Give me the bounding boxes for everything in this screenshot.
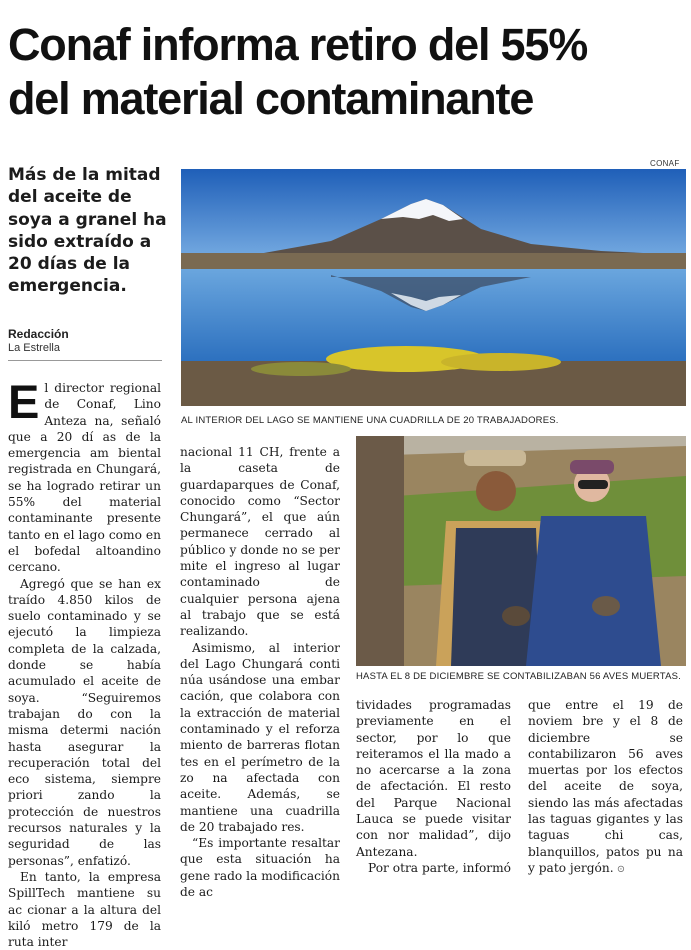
headline-line-1: Conaf informa retiro del 55%: [8, 19, 588, 70]
photo-credit: CONAF: [650, 159, 680, 168]
byline-author: Redacción: [8, 327, 69, 341]
byline-divider: [8, 360, 162, 361]
drop-cap: E: [8, 375, 40, 428]
column-2-paragraph-1: nacional 11 CH, frente a la caseta de guardaparques de Conaf, conocido como “Sector Chungará”, el que aún permanece cerrado al público y donde no se per mite el ingreso al lugar contaminado de cualquier persona ajena al trabajo que se está realizando.: [180, 445, 340, 639]
column-2-paragraph-3: “Es importante resaltar que esta situación ha gene rado la modificación de ac: [180, 836, 340, 900]
column-3-paragraph-2: Por otra parte, informó: [368, 860, 512, 875]
people-photo-caption: HASTA EL 8 DE DICIEMBRE SE CONTABILIZABAN 56 AVES MUERTAS.: [356, 671, 682, 682]
headline: [8, 18, 688, 126]
column-4-paragraph-1: que entre el 19 de noviem bre y el 8 de diciembre se contabilizaron 56 aves muertas por los efectos del aceite de soya, siendo las más afectadas las taguas gigantes y las taguas chi cas, blanquillos, patos pu na y pato jergón.: [528, 698, 683, 875]
column-1-paragraph-3: En tanto, la empresa SpillTech mantiene su ac cionar a la altura del kiló metro 179 de la ruta inter: [8, 869, 161, 950]
lake-volcano-photo: [181, 169, 686, 406]
workers-with-birds-photo: [356, 436, 686, 666]
article-column-3: [356, 697, 511, 876]
article-column-2: [180, 444, 340, 900]
deck-subheadline: Más de la mitad del aceite de soya a granel ha sido extraído a 20 días de la emergencia.: [8, 165, 167, 297]
headline-line-2: del material contaminante: [8, 73, 534, 124]
column-2-paragraph-2: Asimismo, al interior del Lago Chungará conti núa usándose una embar cación, que colabora con la extracción de material contaminado y el reforza miento de barreras flotan tes en el perímetro de la zo na afectada con aceite. Además, se mantiene una cuadrilla de 20 trabajado res.: [180, 640, 340, 834]
column-1-paragraph-2: Agregó que se han ex traído 4.850 kilos de suelo contaminado y se ejecutó la limpieza completa de la calzada, donde se había acumulado el aceite de soya. “Seguiremos trabajan do con la misma determi nación hasta asegurar la recuperación total del eco sistema, siempre priori zando la protección de nuestros recursos naturales y la seguridad de las personas”, enfatizó.: [8, 576, 161, 868]
column-3-paragraph-1: tividades programadas previamente en el sector, por lo que reiteramos el lla mado a no acercarse a la zona de afectación. El resto del Parque Nacional Lauca se puede visitar con nor malidad”, dijo Antezana.: [356, 698, 511, 859]
article-column-4: [528, 697, 683, 878]
lake-photo-caption: AL INTERIOR DEL LAGO SE MANTIENE UNA CUADRILLA DE 20 TRABAJADORES.: [181, 415, 559, 426]
byline-publication: La Estrella: [8, 342, 60, 354]
column-1-paragraph-1: l director regional de Conaf, Lino Anteza na, señaló que a 20 dí as de la emergencia am biental registrada en Chungará, se ha logrado retirar un 55% del material contaminante presente tanto en el lago como en el bofedal altoandino cercano.: [8, 381, 161, 575]
end-mark-icon: ⊙: [613, 863, 626, 875]
